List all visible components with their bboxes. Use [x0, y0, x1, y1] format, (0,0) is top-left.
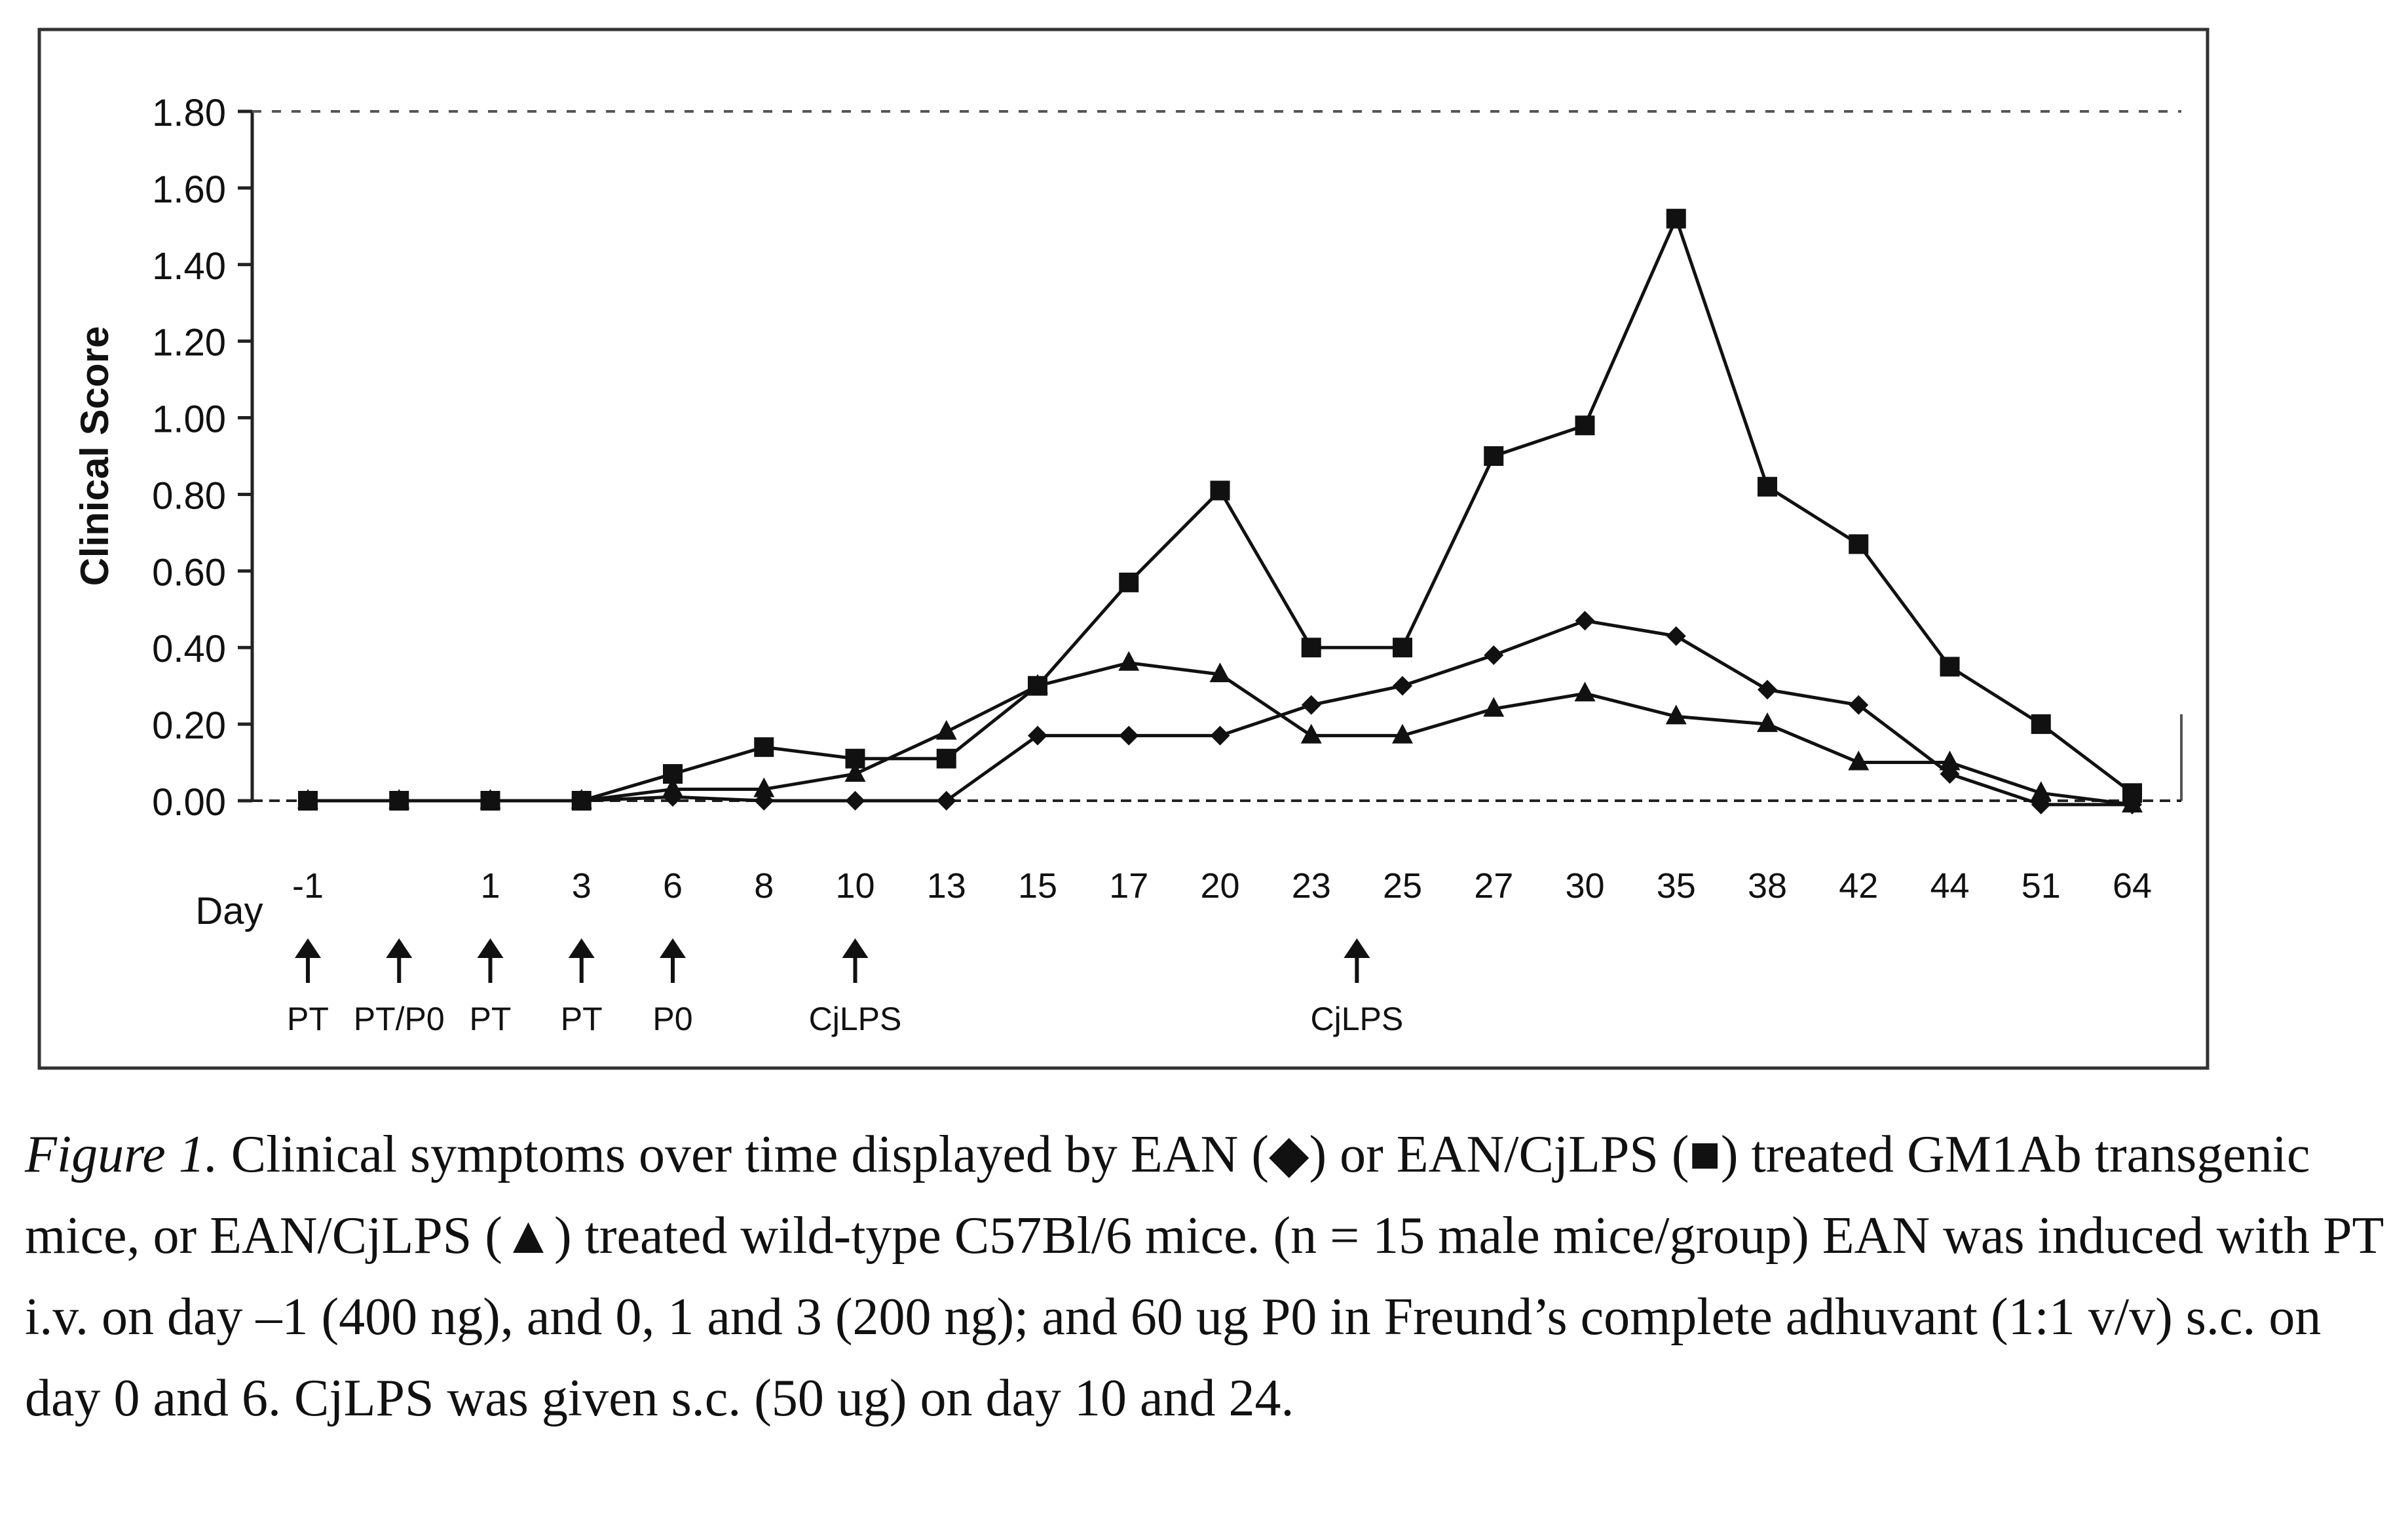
square-marker	[1758, 477, 1777, 497]
diamond-marker	[1302, 695, 1321, 715]
annotation	[809, 938, 902, 1037]
y-tick-label: 0.60	[152, 551, 226, 594]
triangle-legend-icon: ▲	[502, 1207, 555, 1265]
triangle-marker	[1118, 651, 1139, 671]
x-tick-label: 13	[926, 866, 966, 906]
annotation	[1311, 938, 1404, 1037]
square-marker	[1393, 638, 1412, 657]
y-tick-label: 1.60	[152, 168, 226, 211]
x-tick-label: 44	[1930, 866, 1970, 906]
square-marker	[1849, 534, 1868, 554]
diamond-legend-icon: ◆	[1268, 1126, 1309, 1183]
arrow-head-icon	[478, 938, 504, 958]
diamond-marker	[1484, 645, 1503, 665]
x-tick-label: 20	[1200, 866, 1240, 906]
x-tick-label: 10	[835, 866, 875, 906]
arrow-head-icon	[842, 938, 869, 958]
annotation-label: PT/P0	[353, 1001, 445, 1037]
annotation-label: PT	[287, 1001, 329, 1037]
x-tick-label: 8	[754, 866, 774, 906]
chart-border	[39, 29, 2208, 1068]
arrow-head-icon	[295, 938, 321, 958]
annotation	[354, 938, 445, 1037]
series-square	[298, 209, 2142, 811]
x-tick-label: 1	[480, 866, 500, 906]
triangle-marker	[1940, 751, 1961, 771]
annotation	[287, 938, 329, 1037]
square-marker	[1484, 446, 1503, 466]
x-tick-label: -1	[292, 866, 324, 906]
square-marker	[2031, 714, 2051, 734]
y-tick-label: 0.40	[152, 628, 226, 671]
x-tick-label: 64	[2112, 866, 2153, 906]
arrow-head-icon	[1344, 938, 1370, 958]
x-tick-label: 51	[2021, 866, 2061, 906]
y-tick-label: 0.80	[152, 474, 226, 518]
diamond-marker	[1211, 726, 1230, 746]
y-axis-label: Clinical Score	[73, 326, 117, 586]
x-tick-label: 15	[1017, 866, 1058, 906]
series-diamond	[298, 611, 2142, 814]
annotation	[652, 938, 692, 1037]
diamond-marker	[1575, 611, 1595, 630]
x-tick-label: 6	[662, 866, 683, 906]
y-tick-label: 1.00	[152, 398, 226, 441]
diamond-marker	[1666, 626, 1686, 646]
x-tick-label: 27	[1474, 866, 1514, 906]
diamond-marker	[1119, 726, 1138, 746]
annotation-label: PT	[560, 1001, 603, 1037]
square-marker	[1940, 657, 1960, 676]
figure-caption	[25, 1114, 2383, 1439]
caption-text-2: ) or EAN/CjLPS (	[1309, 1126, 1689, 1183]
square-marker	[1666, 209, 1686, 229]
square-marker	[754, 737, 774, 757]
y-tick-label: 1.20	[152, 321, 226, 364]
annotation-label: PT	[469, 1001, 512, 1037]
triangle-marker	[1575, 681, 1596, 701]
diamond-marker	[1393, 676, 1412, 696]
x-tick-label: 17	[1109, 866, 1149, 906]
y-tick-label: 0.00	[152, 781, 226, 824]
arrow-head-icon	[386, 938, 412, 958]
x-tick-label: 35	[1656, 866, 1696, 906]
caption-text-4: ) treated wild-type C57Bl/6 mice. (n = 15 male mice/group) EAN was induced with PT i.v. on day –1 (400 ng), and 0, 1 and 3 (200 ng); and 60 ug P0 in Freund’s complete adhuvant (1:1 v/v) s.c. on day 0 and 6. CjLPS was given s.c. (50 ug) on day 10 and 24.	[25, 1207, 2383, 1427]
x-axis-label: Day	[195, 890, 263, 932]
diamond-marker	[1758, 680, 1777, 700]
x-tick-label: 3	[571, 866, 592, 906]
x-tick-label: 42	[1839, 866, 1879, 906]
caption-label: Figure 1.	[25, 1126, 218, 1183]
arrow-head-icon	[569, 938, 595, 958]
diamond-marker	[846, 791, 865, 811]
triangle-marker	[1301, 724, 1322, 744]
caption-text-1: Clinical symptoms over time displayed by EAN (	[231, 1126, 1269, 1183]
y-tick-label: 0.20	[152, 704, 226, 748]
x-tick-label: 38	[1747, 866, 1788, 906]
x-tick-label: 25	[1382, 866, 1423, 906]
square-marker	[937, 749, 956, 769]
annotation	[561, 938, 603, 1037]
annotation-label: P0	[652, 1001, 693, 1037]
annotation-label: CjLPS	[1310, 1001, 1404, 1037]
caption-text-3: ) treated GM1Ab transgenic mice, or EAN/CjLPS (	[25, 1126, 2310, 1265]
annotation-label: CjLPS	[808, 1001, 902, 1037]
annotation	[470, 938, 512, 1037]
square-marker	[1211, 481, 1230, 501]
square-marker	[1302, 638, 1321, 657]
y-tick-label: 1.80	[152, 92, 226, 134]
square-marker	[1119, 573, 1138, 592]
square-legend-icon: ■	[1689, 1126, 1721, 1183]
x-tick-label: 23	[1291, 866, 1331, 906]
x-tick-label: 30	[1565, 866, 1605, 906]
arrow-head-icon	[660, 938, 686, 958]
y-tick-label: 1.40	[152, 244, 226, 288]
square-marker	[1575, 415, 1595, 435]
